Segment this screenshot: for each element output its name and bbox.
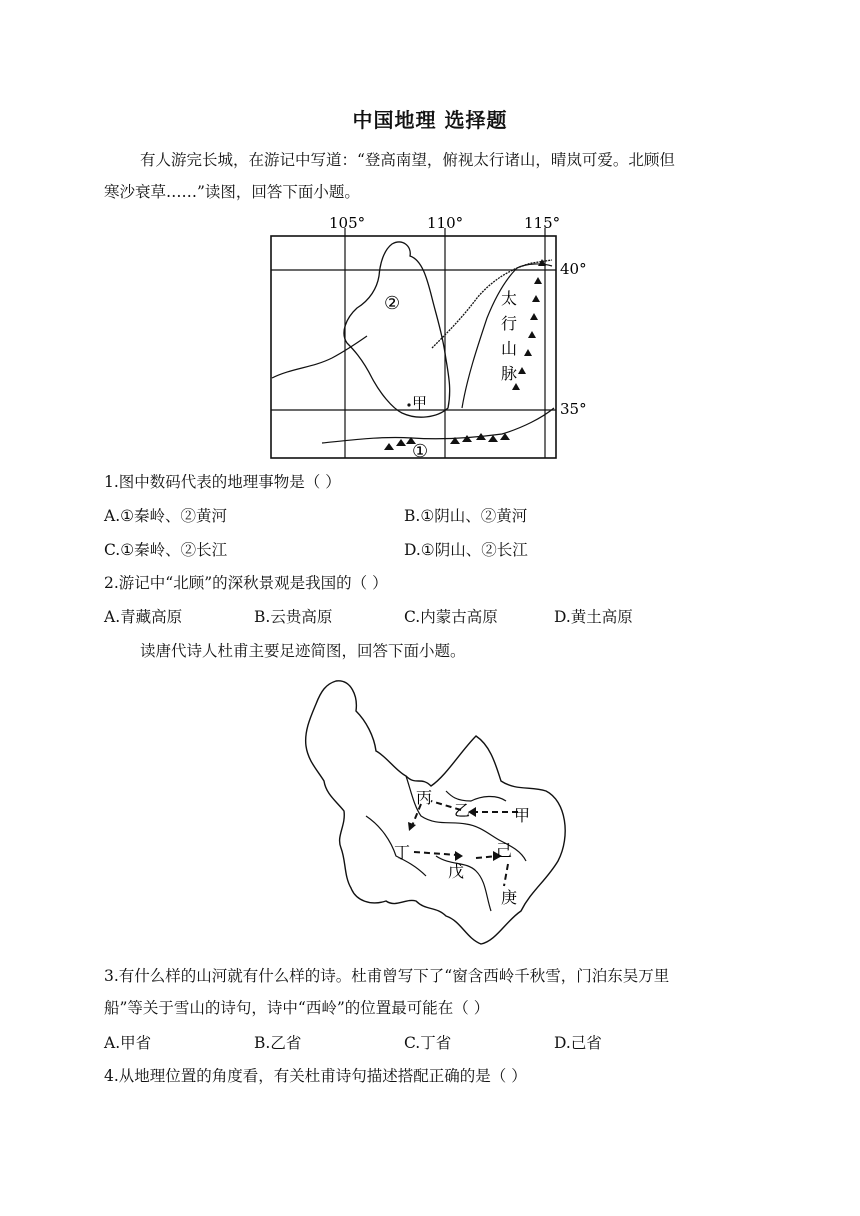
mountain-label-4: 脉 <box>501 364 518 383</box>
marker-2: ② <box>384 293 401 314</box>
lat-label-40: 40° <box>560 260 587 278</box>
lon-label-110: 110° <box>427 214 464 232</box>
q1-option-d[interactable]: D.①阴山、②长江 <box>404 541 528 559</box>
q1-option-b[interactable]: B.①阴山、②黄河 <box>404 507 528 525</box>
intro-paragraph-line-1: 有人游完长城，在游记中写道：“登高南望，俯视太行诸山，晴岚可爱。北顾但 <box>140 151 675 169</box>
mountain-label-2: 行 <box>501 314 518 333</box>
taihang-mountain-symbols <box>512 259 546 390</box>
q1-option-c[interactable]: C.①秦岭、②长江 <box>104 541 228 559</box>
du-fu-route-map <box>296 676 586 951</box>
lon-label-115: 115° <box>524 214 561 232</box>
q2-option-a[interactable]: A.青藏高原 <box>104 608 183 626</box>
taihang-map <box>262 208 602 464</box>
label-ding: 丁 <box>394 843 411 862</box>
q2-option-b[interactable]: B.云贵高原 <box>254 608 333 626</box>
q2-option-d[interactable]: D.黄土高原 <box>554 608 633 626</box>
q1-stem: 1.图中数码代表的地理事物是（ ） <box>104 473 341 491</box>
q3-option-b[interactable]: B.乙省 <box>254 1034 302 1052</box>
mountain-label-1: 太 <box>501 289 518 308</box>
label-bing: 丙 <box>416 788 433 807</box>
q2-option-c[interactable]: C.内蒙古高原 <box>404 608 498 626</box>
place-jia: 甲 <box>412 394 428 412</box>
q3-option-a[interactable]: A.甲省 <box>104 1034 152 1052</box>
label-ji: 己 <box>496 841 513 860</box>
q3-stem-line-1: 3.有什么样的山河就有什么样的诗。杜甫曾写下了“窗含西岭千秋雪，门泊东吴万里 <box>104 967 670 985</box>
q3-stem-line-2: 船”等关于雪山的诗句，诗中“西岭”的位置最可能在（ ） <box>104 999 490 1017</box>
lon-label-105: 105° <box>329 214 366 232</box>
jia-point <box>407 403 410 406</box>
page-title: 中国地理 选择题 <box>352 108 508 132</box>
label-wu: 戊 <box>448 862 465 881</box>
q3-option-c[interactable]: C.丁省 <box>404 1034 452 1052</box>
lat-label-35: 35° <box>560 400 587 418</box>
label-yi: 乙 <box>454 801 471 820</box>
mountain-label-3: 山 <box>501 339 518 358</box>
q2-stem: 2.游记中“北顾”的深秋景观是我国的（ ） <box>104 574 388 592</box>
q3-option-d[interactable]: D.己省 <box>554 1034 602 1052</box>
label-geng: 庚 <box>501 888 518 907</box>
intro-paragraph-line-2: 寒沙衰草……”读图，回答下面小题。 <box>104 183 360 201</box>
label-jia: 甲 <box>514 806 531 825</box>
marker-1: ① <box>412 441 429 462</box>
intro-paragraph-2: 读唐代诗人杜甫主要足迹简图，回答下面小题。 <box>140 642 466 660</box>
q1-option-a[interactable]: A.①秦岭、②黄河 <box>104 507 228 525</box>
q4-stem: 4.从地理位置的角度看，有关杜甫诗句描述搭配正确的是（ ） <box>104 1067 527 1085</box>
